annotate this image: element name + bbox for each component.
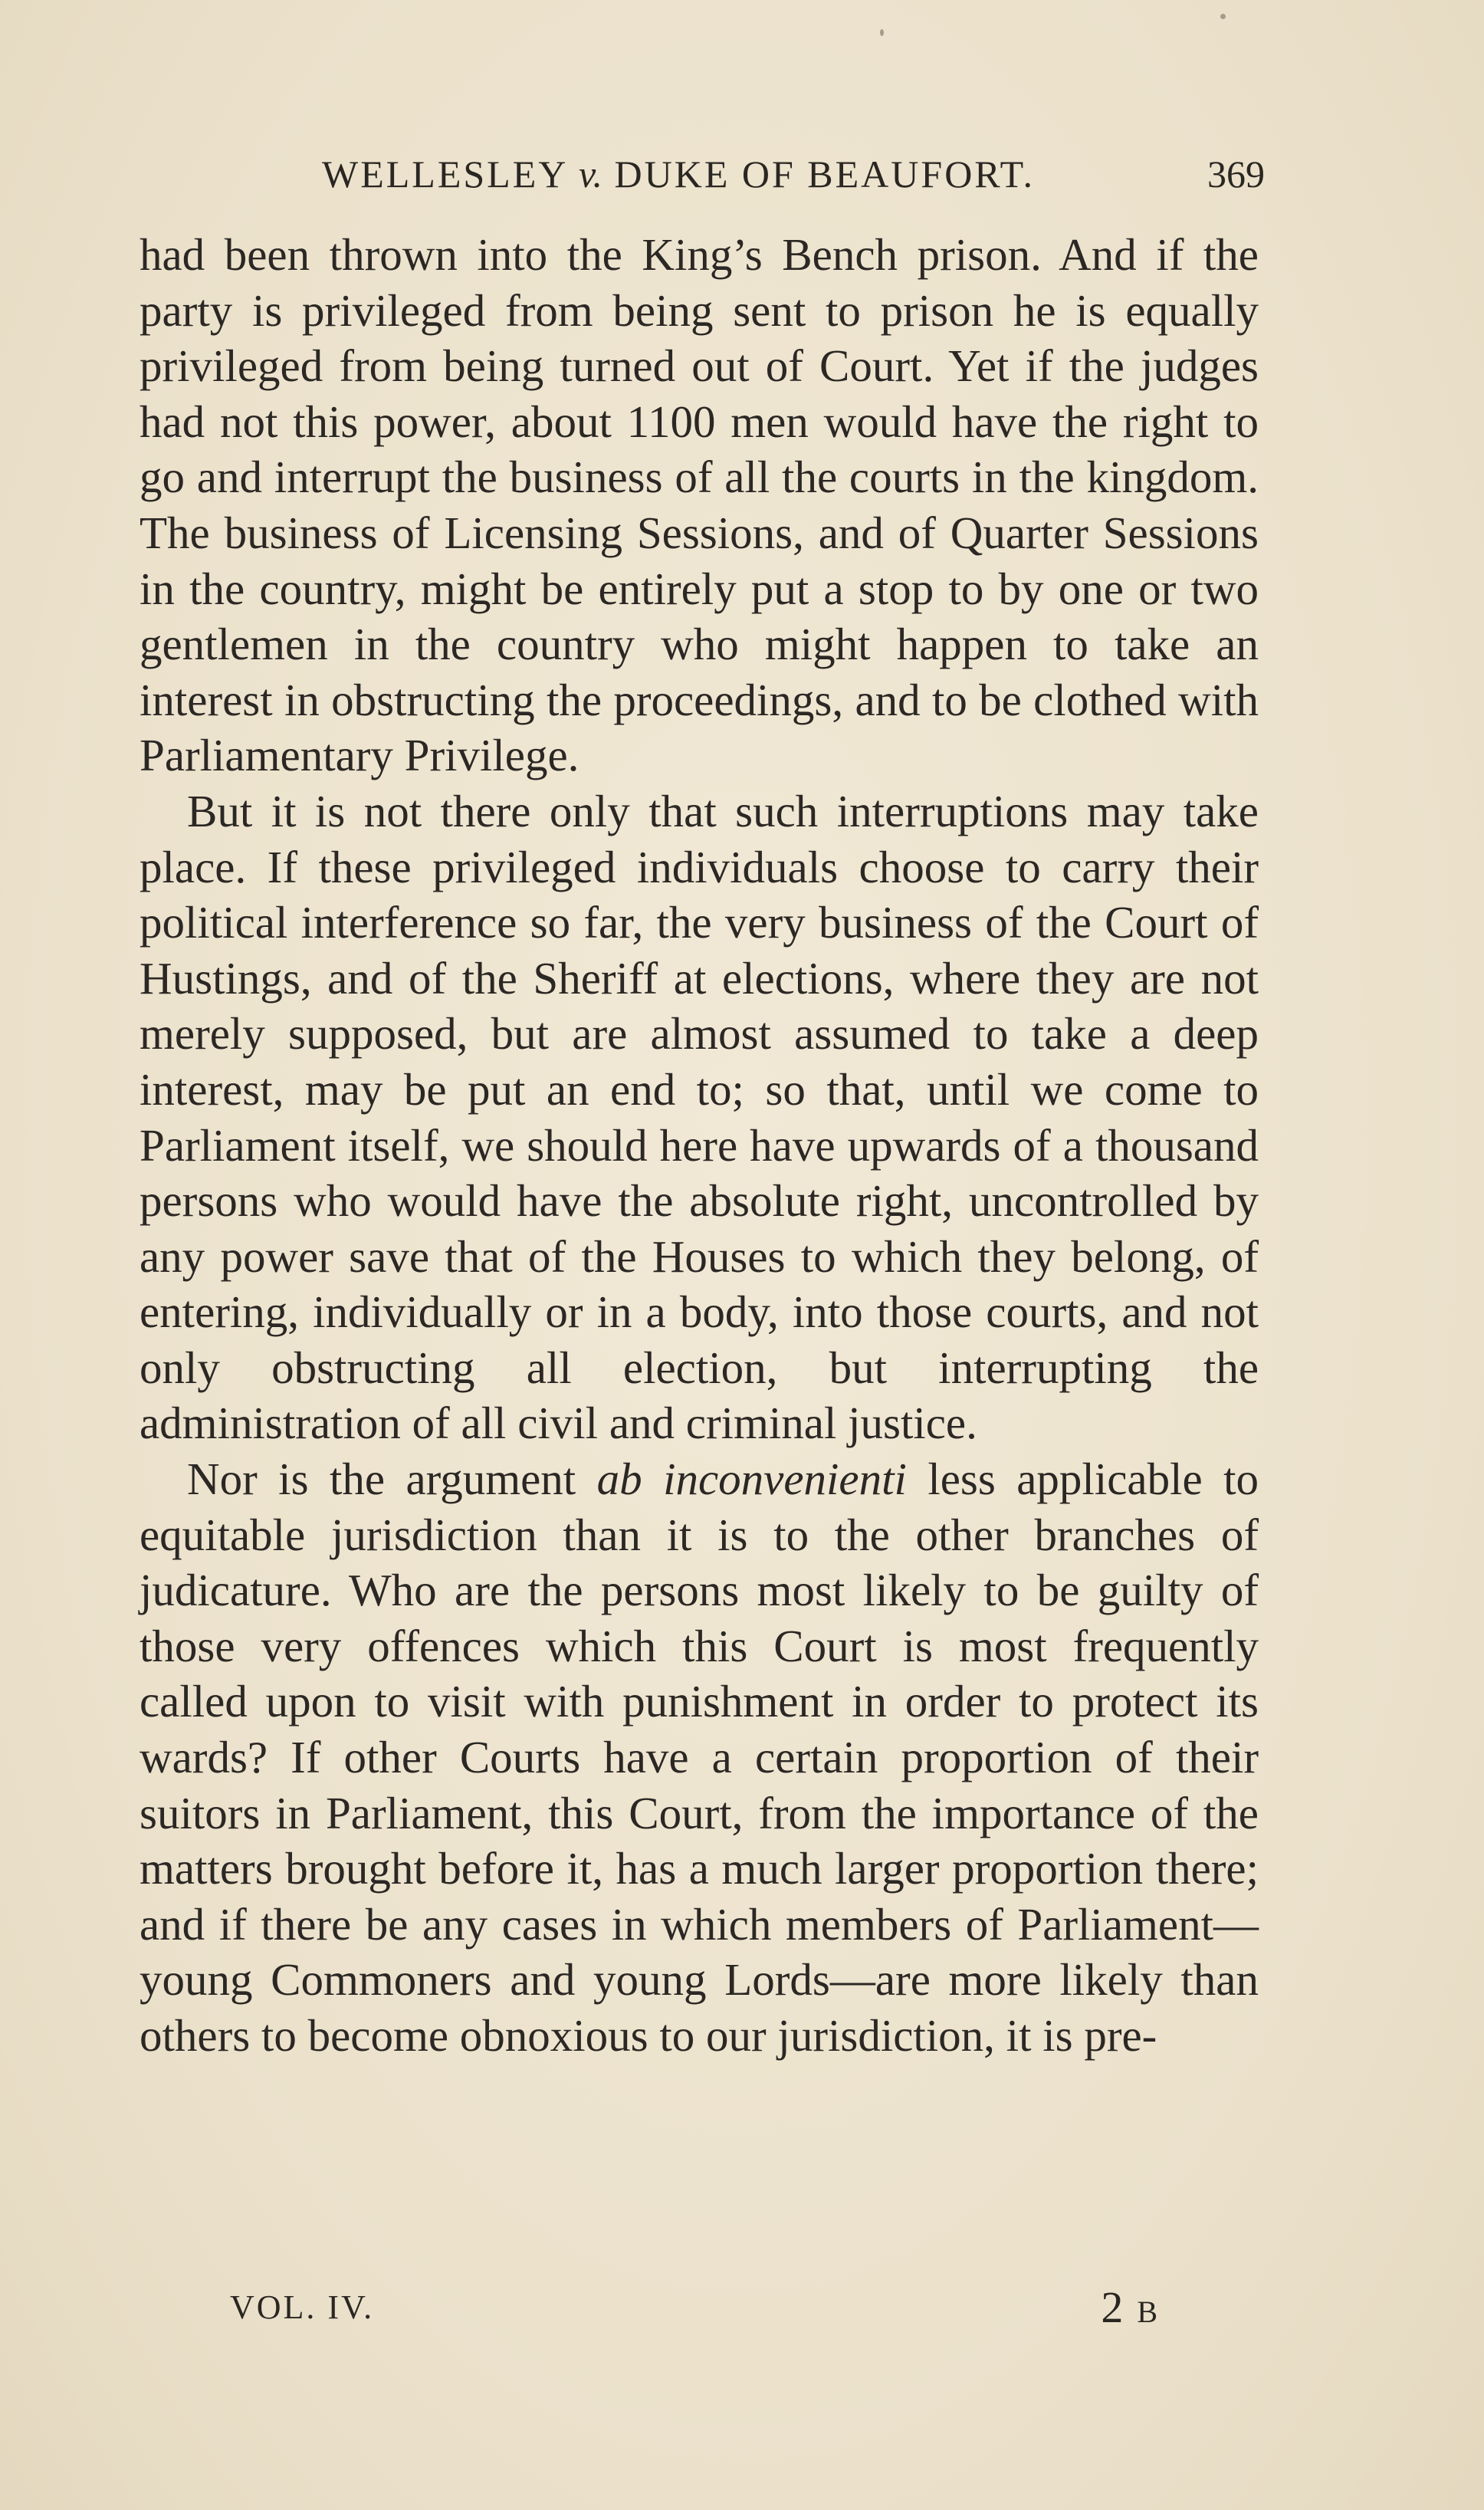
paragraph: had been thrown into the King’s Bench prison. And if the party is privileged from being sent to prison he is equally privileged from being turned out of Court. Yet if the judges had not this power, about 1100 men would have the right to go and interrupt the business of all the courts in the kingdom. The business of Licensing Sessions, and of Quarter Sessions in the country, might be entirely put a stop to by one or two gentlemen in the country who might happen to take an interest in obstructing the proceedings, and to be clothed with Parliamentary Privilege. [140, 229, 1259, 781]
page-header [322, 152, 1265, 205]
running-head-versus: v. [579, 153, 602, 195]
paragraph [140, 1451, 1259, 2064]
running-head [322, 152, 1035, 196]
paper-speck [880, 29, 884, 36]
paper-speck [1220, 14, 1226, 19]
paragraph-text: less applicable to equitable jurisdiction than it is to the other branches of judicature. Who are the persons most likely to be guilty of those very offences which this Court is most frequently called upon to visit with punishment in order to protect its wards? If other Courts have a certain proportion of their suitors in Parliament, this Court, from the importance of the matters brought before it, has a much larger proportion there; and if there be any cases in which members of Parliament—young Commoners and young Lords—are more likely than others to become obnoxious to our jurisdiction, it is pre- [140, 1454, 1259, 2061]
body-text [140, 227, 1259, 2064]
signature-letter: B [1137, 2295, 1157, 2329]
volume-label: VOL. IV. [230, 2288, 375, 2326]
italic-phrase: ab inconvenienti [596, 1454, 907, 1505]
paragraph: But it is not there only that such interruptions may take place. If these privileged individuals choose to carry their political interference so far, the very business of the Court of Hustings, and of the Sheriff at elections, where they are not merely supposed, but are almost assumed to take a deep interest, may be put an end to; so that, until we come to Parliament itself, we should here have upwards of a thousand persons who would have the absolute right, uncontrolled by any power save that of the Houses to which they belong, of entering, individually or in a body, into those courts, and not only obstructing all election, but interrupting the administration of all civil and criminal justice. [140, 785, 1259, 1449]
page-number: 369 [1207, 153, 1265, 195]
page-footer [230, 2282, 1157, 2341]
running-head-part2: DUKE OF BEAUFORT. [602, 153, 1035, 195]
running-head-part1: WELLESLEY [322, 153, 579, 195]
paragraph-text: Nor is the argument [187, 1454, 597, 1505]
signature-mark [1101, 2282, 1157, 2333]
signature-number: 2 [1101, 2282, 1124, 2332]
